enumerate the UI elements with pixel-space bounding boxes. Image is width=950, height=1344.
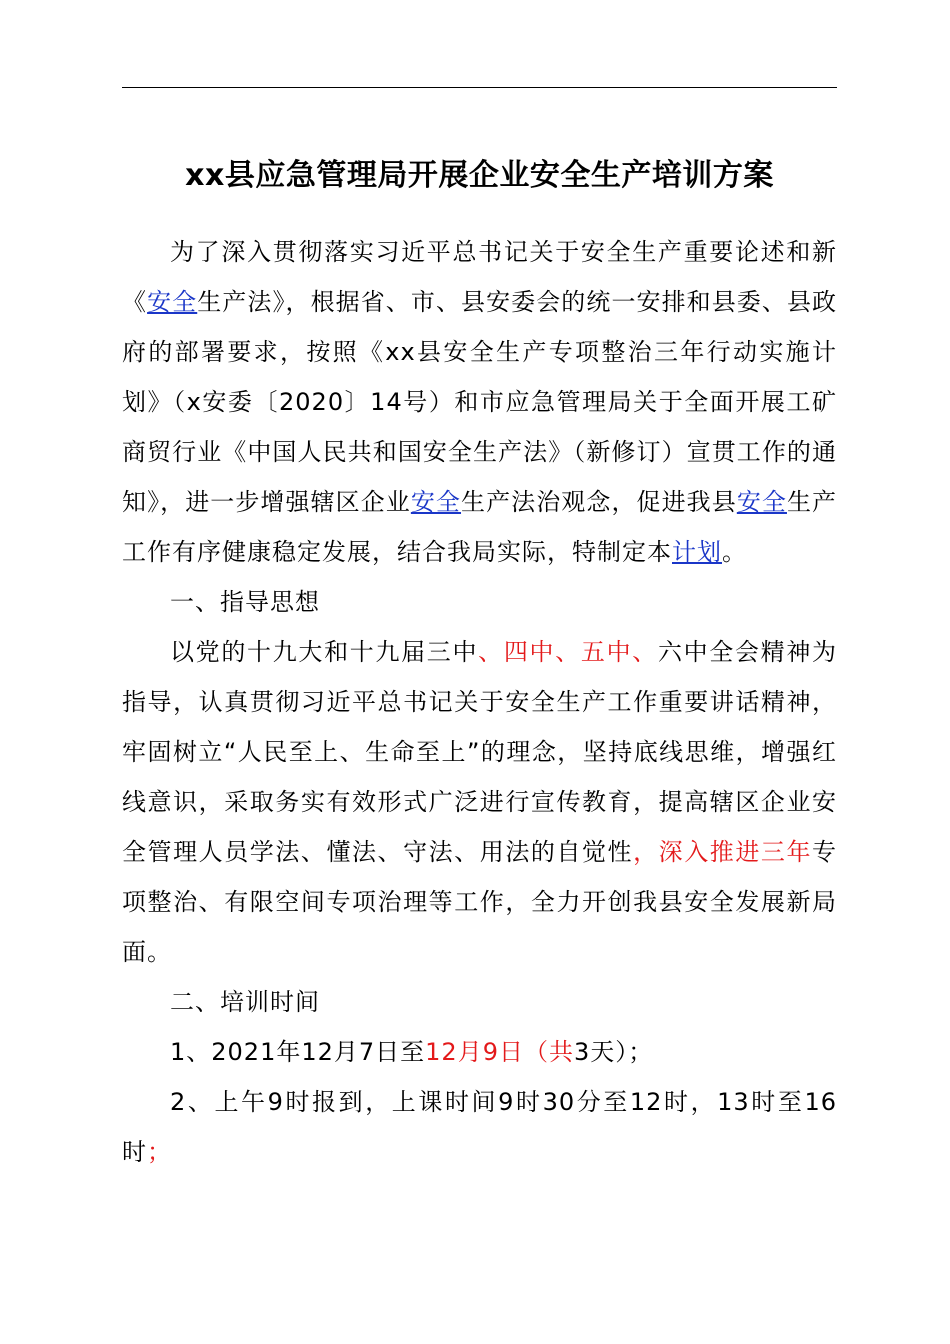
link-jihua[interactable]: 计划 bbox=[672, 538, 722, 566]
text-run: 生产工作有序健康稳定发展，结合我局实际，特制定本 bbox=[122, 488, 838, 566]
section-heading-training-time: 二、培训时间 bbox=[170, 988, 320, 1016]
text-run: 六中全会精神为指导，认真贯彻习近平总书记关于安全生产工作重要讲话精神，牢固树立“人民至上、生命至上”的理念，坚持底线思维，增强红线意识，采取务实有效形式广泛进行宣传教育，提高辖区企业安全管理人员学法、懂法、守法、用法的自觉性 bbox=[122, 638, 838, 866]
text-run: 3天）； bbox=[573, 1038, 654, 1066]
highlighted-text: 、四中、五中、 bbox=[478, 638, 658, 666]
text-run: 以党的十九大和十九届三中 bbox=[170, 638, 479, 666]
list-item-schedule bbox=[122, 1077, 837, 1177]
text-run: 生产法治观念，促进我县 bbox=[461, 488, 737, 516]
section-heading-guiding-ideology: 一、指导思想 bbox=[170, 588, 320, 616]
text-run: 专项整治、有限空间专项治理等工作，全力开创我县安全发展新局面。 bbox=[122, 838, 837, 966]
link-anquan-3[interactable]: 安全 bbox=[736, 488, 787, 516]
text-run: 1、2021年12月7日至 bbox=[170, 1038, 426, 1066]
document-body bbox=[122, 227, 837, 1177]
intro-paragraph bbox=[122, 227, 837, 577]
guiding-ideology-paragraph bbox=[122, 627, 837, 977]
link-anquan-2[interactable]: 安全 bbox=[410, 488, 462, 516]
text-run: 。 bbox=[722, 538, 747, 566]
text-run: 生产法》，根据省、市、县安委会的统一安排和县委、县政府的部署要求，按照《xx县安全生产专项整治三年行动实施计划》（x安委〔2020〕14号）和市应急管理局关于全面开展工矿商贸行业《中国人民共和国安全生产法》（新修订）宣贯工作的通知》，进一步增强辖区企业 bbox=[122, 288, 838, 516]
text-run: 2、上午9时报到，上课时间9时30分至12时，13时至16时 bbox=[122, 1088, 837, 1166]
highlighted-text: ，深入推进三年 bbox=[633, 838, 812, 866]
list-item-training-dates bbox=[122, 1027, 837, 1077]
text-run: 为了深入贯彻落实习近平总书记关于安全生产重要论述和新《 bbox=[122, 238, 837, 316]
highlighted-text: ； bbox=[147, 1138, 172, 1166]
document-title: xx县应急管理局开展企业安全生产培训方案 bbox=[185, 158, 774, 193]
link-anquan-1[interactable]: 安全 bbox=[147, 288, 198, 316]
highlighted-text: 12月9日（共 bbox=[425, 1038, 574, 1066]
header-rule bbox=[122, 87, 837, 88]
